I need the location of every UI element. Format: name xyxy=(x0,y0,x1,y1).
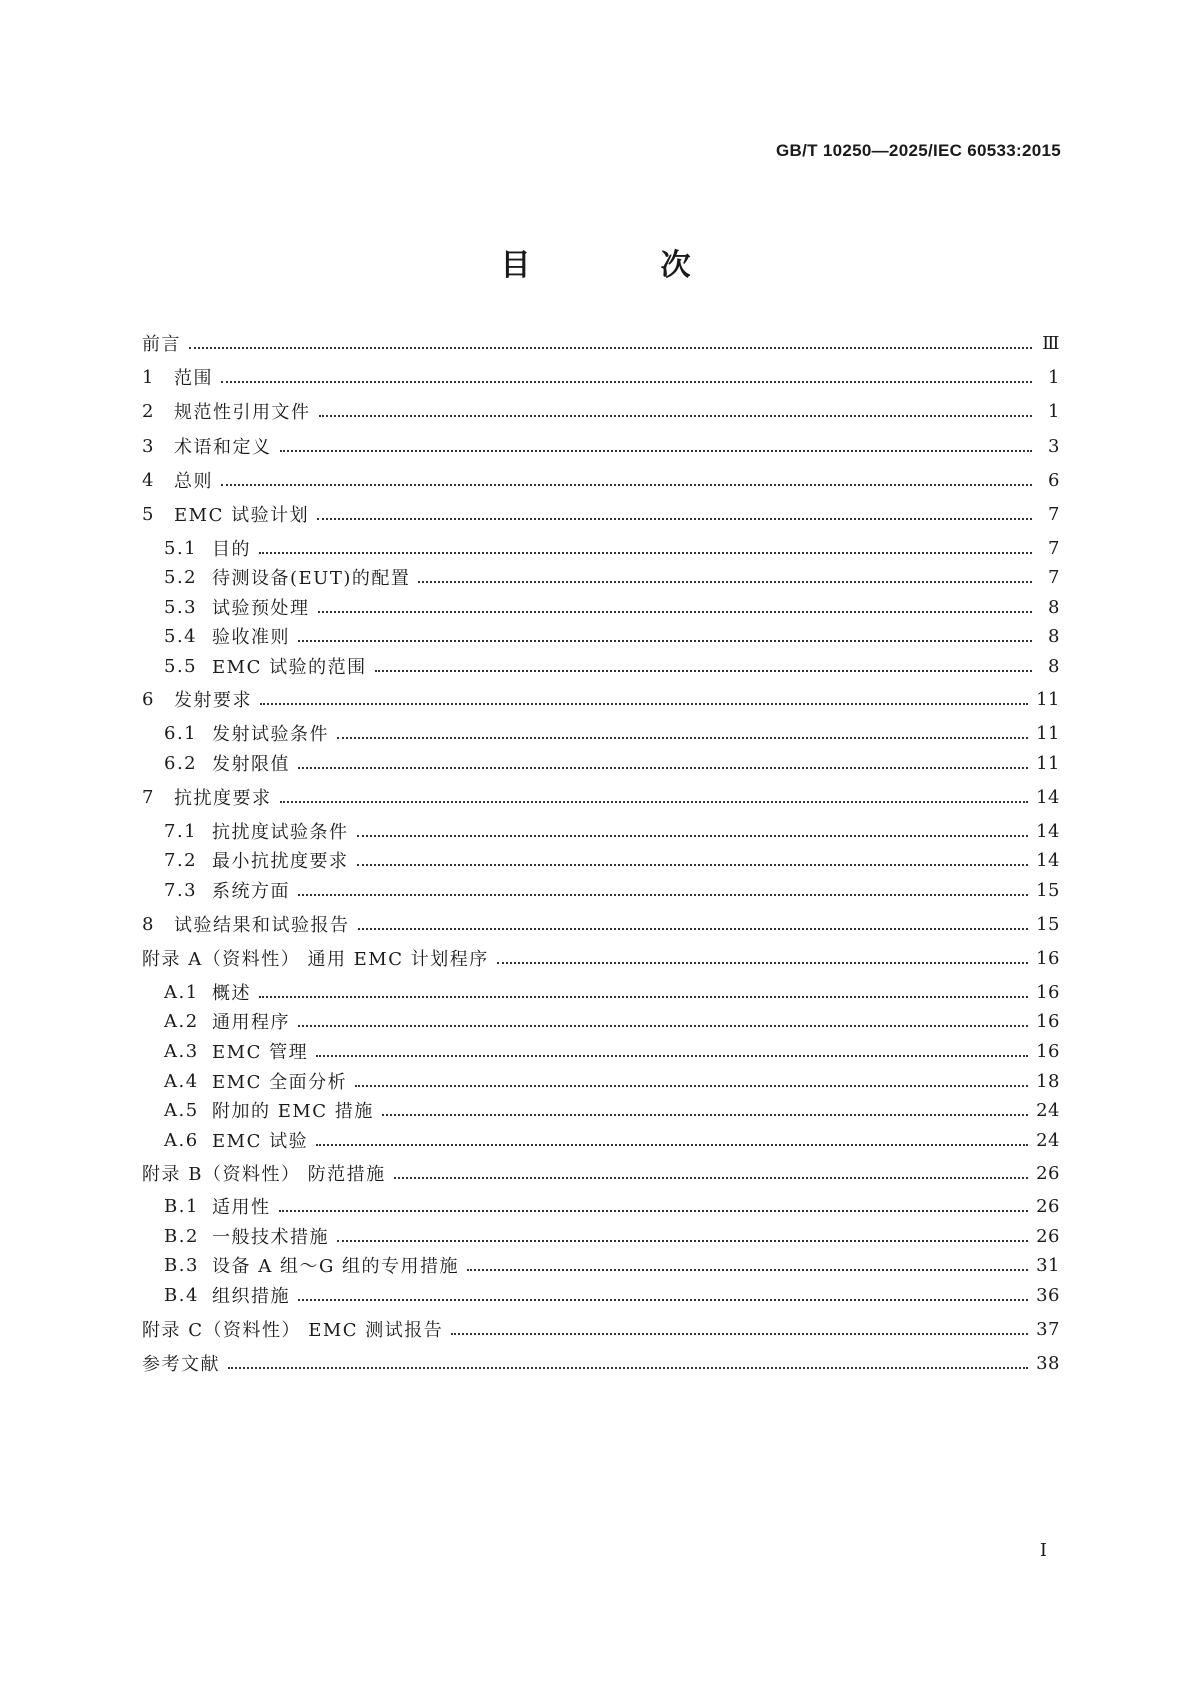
toc-entry-label: 参考文献 xyxy=(142,1354,220,1375)
toc-entry-number: A.2 xyxy=(164,1010,199,1032)
toc-entry[interactable] xyxy=(164,979,1060,1005)
toc-entry-label: 附录 A（资料性） 通用 EMC 计划程序 xyxy=(142,949,489,970)
toc-entry-number: 5.5 xyxy=(164,655,198,677)
toc-entry[interactable] xyxy=(164,1193,1060,1219)
toc-entry-number: 6.2 xyxy=(164,752,198,774)
toc-entry-page: 24 xyxy=(1036,1129,1060,1151)
toc-entry[interactable] xyxy=(142,501,1060,527)
toc-entry[interactable] xyxy=(164,847,1060,873)
toc-entry-label: 通用程序 xyxy=(212,1012,290,1033)
toc-entry[interactable] xyxy=(164,653,1060,679)
dot-leader xyxy=(298,1299,1028,1301)
toc-entry-page: 14 xyxy=(1036,849,1060,871)
toc-entry-label: 附录 B（资料性） 防范措施 xyxy=(142,1164,386,1185)
toc-entry[interactable] xyxy=(142,330,1060,356)
toc-entry-page: 37 xyxy=(1036,1318,1060,1340)
toc-entry-number: B.3 xyxy=(164,1254,199,1276)
toc-entry-number: B.1 xyxy=(164,1195,199,1217)
toc-entry[interactable] xyxy=(164,720,1060,746)
toc-entry-label: 发射要求 xyxy=(174,690,252,711)
dot-leader xyxy=(358,928,1029,930)
toc-entry-label: 发射限值 xyxy=(212,754,290,775)
toc-entry-number: 7.3 xyxy=(164,879,198,901)
dot-leader xyxy=(298,767,1028,769)
toc-entry-number: 4 xyxy=(142,469,155,491)
toc-entry-page: 38 xyxy=(1036,1352,1060,1374)
toc-entry-label: EMC 全面分析 xyxy=(212,1072,348,1093)
toc-entry-label: 一般技术措施 xyxy=(212,1227,329,1248)
page-folio: Ⅰ xyxy=(1039,1540,1047,1561)
toc-entry-label: 待测设备(EUT)的配置 xyxy=(212,568,411,589)
toc-entry-label: 验收准则 xyxy=(212,627,290,648)
toc-entry-number: 5.3 xyxy=(164,596,198,618)
toc-entry[interactable] xyxy=(164,1252,1060,1278)
toc-entry-label: 组织措施 xyxy=(212,1286,290,1307)
dot-leader xyxy=(298,894,1028,896)
toc-entry-number: 5.1 xyxy=(164,537,198,559)
dot-leader xyxy=(355,1085,1028,1087)
toc-entry-page: 15 xyxy=(1036,913,1060,935)
toc-entry[interactable] xyxy=(164,535,1060,561)
toc-entry-page: 7 xyxy=(1048,566,1060,588)
toc-entry-number: 7.1 xyxy=(164,820,198,842)
toc-entry-label: 前言 xyxy=(142,334,181,355)
dot-leader xyxy=(319,415,1033,417)
toc-entry-page: 6 xyxy=(1048,469,1060,491)
toc-entry-page: 31 xyxy=(1036,1254,1060,1276)
toc-entry-label: EMC 试验计划 xyxy=(174,505,310,526)
dot-leader xyxy=(316,1144,1028,1146)
toc-entry-page: 7 xyxy=(1048,537,1060,559)
toc-entry-label: 总则 xyxy=(174,471,213,492)
toc-entry-label: 附加的 EMC 措施 xyxy=(212,1101,374,1122)
toc-entry[interactable] xyxy=(142,1316,1060,1342)
dot-leader xyxy=(316,1055,1028,1057)
toc-entry-page: 16 xyxy=(1036,947,1060,969)
standard-code: GB/T 10250—2025/IEC 60533:2015 xyxy=(776,141,1061,160)
toc-entry-label: 抗扰度要求 xyxy=(174,788,272,809)
page-title: 目 次 xyxy=(500,248,741,283)
toc-entry[interactable] xyxy=(164,750,1060,776)
toc-entry[interactable] xyxy=(142,467,1060,493)
toc-entry[interactable] xyxy=(142,398,1060,424)
dot-leader xyxy=(394,1177,1028,1179)
toc-entry-label: 发射试验条件 xyxy=(212,724,329,745)
toc-entry-number: 1 xyxy=(142,366,155,388)
toc-entry[interactable] xyxy=(142,911,1060,937)
toc-entry-page: 26 xyxy=(1036,1162,1060,1184)
toc-entry-number: 7.2 xyxy=(164,849,198,871)
toc-entry[interactable] xyxy=(164,1127,1060,1153)
dot-leader xyxy=(418,581,1032,583)
dot-leader xyxy=(259,552,1032,554)
toc-entry[interactable] xyxy=(164,877,1060,903)
toc-entry-page: 26 xyxy=(1036,1195,1060,1217)
dot-leader xyxy=(467,1269,1028,1271)
dot-leader xyxy=(337,737,1028,739)
toc-entry[interactable] xyxy=(164,1038,1060,1064)
toc-entry[interactable] xyxy=(142,364,1060,390)
toc-entry-label: EMC 管理 xyxy=(212,1042,309,1063)
toc-entry-page: 16 xyxy=(1036,981,1060,1003)
dot-leader xyxy=(280,450,1033,452)
toc-entry[interactable] xyxy=(164,623,1060,649)
toc-entry-page: 26 xyxy=(1036,1225,1060,1247)
toc-entry-number: 7 xyxy=(142,786,155,808)
dot-leader xyxy=(357,835,1029,837)
toc-entry[interactable] xyxy=(142,1350,1060,1376)
toc-entry[interactable] xyxy=(164,1097,1060,1123)
toc-entry-number: 6.1 xyxy=(164,722,198,744)
toc-entry-number: A.1 xyxy=(164,981,199,1003)
toc-entry-number: 6 xyxy=(142,688,155,710)
toc-entry-number: 2 xyxy=(142,400,155,422)
toc-entry-page: 7 xyxy=(1048,503,1060,525)
dot-leader xyxy=(337,1240,1028,1242)
dot-leader xyxy=(357,864,1029,866)
toc-entry-number: A.5 xyxy=(164,1099,199,1121)
toc-entry-page: 16 xyxy=(1036,1010,1060,1032)
toc-entry-number: A.6 xyxy=(164,1129,199,1151)
toc-entry[interactable] xyxy=(142,1160,1060,1186)
toc-entry-page: 24 xyxy=(1036,1099,1060,1121)
dot-leader xyxy=(318,611,1033,613)
toc-entry-page: 11 xyxy=(1036,752,1060,774)
dot-leader xyxy=(228,1367,1028,1369)
toc-entry-label: 概述 xyxy=(212,983,251,1004)
toc-entry-number: 5 xyxy=(142,503,155,525)
toc-entry-label: 附录 C（资料性） EMC 测试报告 xyxy=(142,1320,444,1341)
toc-entry-number: A.4 xyxy=(164,1070,199,1092)
toc-entry-page: 11 xyxy=(1036,722,1060,744)
dot-leader xyxy=(221,484,1032,486)
toc-entry-label: 规范性引用文件 xyxy=(174,402,311,423)
dot-leader xyxy=(189,347,1032,349)
toc-entry-label: 目的 xyxy=(212,539,251,560)
toc-entry[interactable] xyxy=(164,1068,1060,1094)
toc-entry-number: B.4 xyxy=(164,1284,199,1306)
toc-entry[interactable] xyxy=(142,686,1060,712)
dot-leader xyxy=(451,1333,1028,1335)
dot-leader xyxy=(298,640,1032,642)
toc-entry[interactable] xyxy=(164,564,1060,590)
dot-leader xyxy=(221,381,1032,383)
toc-entry-page: 3 xyxy=(1048,435,1060,457)
toc-entry-label: EMC 试验 xyxy=(212,1131,309,1152)
toc-entry-page: 36 xyxy=(1036,1284,1060,1306)
toc-entry-label: 系统方面 xyxy=(212,881,290,902)
toc-entry-label: 适用性 xyxy=(212,1197,271,1218)
toc-entry-number: B.2 xyxy=(164,1225,199,1247)
dot-leader xyxy=(317,518,1032,520)
dot-leader xyxy=(497,962,1028,964)
toc-entry-page: 8 xyxy=(1048,625,1060,647)
toc-entry-number: 5.2 xyxy=(164,566,198,588)
toc-entry-label: 设备 A 组～G 组的专用措施 xyxy=(212,1256,460,1277)
dot-leader xyxy=(279,1210,1029,1212)
dot-leader xyxy=(375,670,1032,672)
toc-entry-page: 1 xyxy=(1048,400,1060,422)
dot-leader xyxy=(382,1114,1028,1116)
toc-entry[interactable] xyxy=(164,818,1060,844)
toc-entry-page: 11 xyxy=(1036,688,1060,710)
dot-leader xyxy=(298,1025,1028,1027)
toc-entry-label: 试验预处理 xyxy=(212,598,310,619)
toc-entry-page: 8 xyxy=(1048,596,1060,618)
dot-leader xyxy=(280,801,1029,803)
toc-entry-number: A.3 xyxy=(164,1040,199,1062)
toc-entry-page: 14 xyxy=(1036,820,1060,842)
toc-entry-page: 14 xyxy=(1036,786,1060,808)
toc-entry[interactable] xyxy=(142,784,1060,810)
toc-entry-page: Ⅲ xyxy=(1042,332,1060,354)
toc-entry-page: 18 xyxy=(1036,1070,1060,1092)
toc-entry-page: 1 xyxy=(1048,366,1060,388)
toc-entry-label: 范围 xyxy=(174,368,213,389)
toc-entry[interactable] xyxy=(164,1282,1060,1308)
toc-entry-label: EMC 试验的范围 xyxy=(212,657,367,678)
toc-entry-label: 术语和定义 xyxy=(174,437,272,458)
toc-entry-label: 试验结果和试验报告 xyxy=(174,915,350,936)
toc-entry-label: 最小抗扰度要求 xyxy=(212,851,349,872)
toc-entry-number: 3 xyxy=(142,435,155,457)
toc-entry[interactable] xyxy=(142,945,1060,971)
dot-leader xyxy=(260,703,1028,705)
toc-entry-label: 抗扰度试验条件 xyxy=(212,822,349,843)
dot-leader xyxy=(259,996,1028,998)
toc-entry[interactable] xyxy=(142,433,1060,459)
toc-entry-page: 15 xyxy=(1036,879,1060,901)
toc-entry-number: 5.4 xyxy=(164,625,198,647)
toc-entry[interactable] xyxy=(164,594,1060,620)
toc-entry-page: 16 xyxy=(1036,1040,1060,1062)
toc-entry-number: 8 xyxy=(142,913,155,935)
toc-entry[interactable] xyxy=(164,1008,1060,1034)
toc-entry[interactable] xyxy=(164,1223,1060,1249)
toc-entry-page: 8 xyxy=(1048,655,1060,677)
